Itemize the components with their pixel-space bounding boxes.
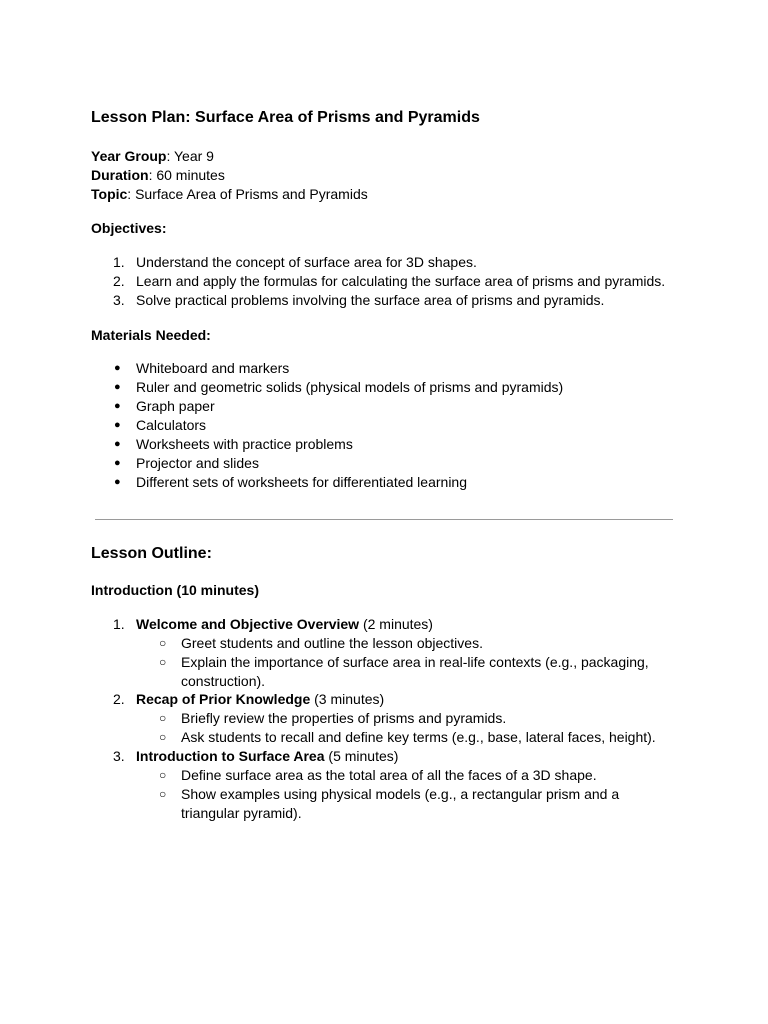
step-duration: (5 minutes) <box>324 748 399 764</box>
hollow-bullet-icon: ○ <box>159 711 167 725</box>
material-text: Whiteboard and markers <box>136 360 290 376</box>
duration-value: : 60 minutes <box>148 167 225 183</box>
duration-label: Duration <box>91 167 149 183</box>
material-text: Ruler and geometric solids (physical models of prisms and pyramids) <box>136 379 564 395</box>
step-duration: (3 minutes) <box>310 691 385 707</box>
outline-step <box>91 747 691 766</box>
bullet-icon: ● <box>114 362 121 374</box>
meta-duration <box>91 166 225 185</box>
step-name: Welcome and Objective Overview <box>136 616 360 632</box>
topic-label: Topic <box>91 186 128 202</box>
hollow-bullet-icon: ○ <box>159 768 167 782</box>
outline-heading: Lesson Outline: <box>91 545 212 562</box>
sub-item-text: Greet students and outline the lesson objectives. <box>181 635 483 651</box>
sub-item-text: Show examples using physical models (e.g., a rectangular prism and a triangular pyramid). <box>181 786 620 821</box>
step-duration: (2 minutes) <box>359 616 433 632</box>
bullet-icon: ● <box>114 476 121 488</box>
sub-item-text: Explain the importance of surface area in real-life contexts (e.g., packaging, construction). <box>181 654 649 689</box>
step-sub-item <box>91 653 691 691</box>
intro-heading: Introduction (10 minutes) <box>91 582 259 598</box>
bullet-icon: ● <box>114 438 121 450</box>
meta-year-group <box>91 147 214 166</box>
outline-step <box>91 690 691 709</box>
objective-text: Solve practical problems involving the surface area of prisms and pyramids. <box>136 292 605 308</box>
step-number: 2. <box>113 691 125 707</box>
materials-heading: Materials Needed: <box>91 327 211 343</box>
hollow-bullet-icon: ○ <box>159 636 167 650</box>
step-label <box>136 615 433 634</box>
year-group-label: Year Group <box>91 148 167 164</box>
document-title: Lesson Plan: Surface Area of Prisms and Pyramids <box>91 109 480 126</box>
objective-number: 3. <box>113 292 125 308</box>
step-number: 3. <box>113 748 125 764</box>
objective-text: Understand the concept of surface area for 3D shapes. <box>136 254 477 270</box>
step-name: Recap of Prior Knowledge <box>136 691 311 707</box>
bullet-icon: ● <box>114 400 121 412</box>
step-label <box>136 747 398 766</box>
objectives-heading: Objectives: <box>91 220 167 236</box>
objective-text: Learn and apply the formulas for calculating the surface area of prisms and pyramids. <box>136 273 666 289</box>
step-sub-item <box>91 728 691 747</box>
material-text: Different sets of worksheets for differentiated learning <box>136 474 467 490</box>
horizontal-rule <box>95 519 673 520</box>
sub-item-text: Define surface area as the total area of all the faces of a 3D shape. <box>181 767 597 783</box>
step-sub-item <box>91 634 691 653</box>
material-text: Projector and slides <box>136 455 259 471</box>
sub-item-text: Briefly review the properties of prisms and pyramids. <box>181 710 507 726</box>
hollow-bullet-icon: ○ <box>159 787 167 801</box>
year-group-value: : Year 9 <box>166 148 214 164</box>
hollow-bullet-icon: ○ <box>159 730 167 744</box>
topic-value: : Surface Area of Prisms and Pyramids <box>127 186 368 202</box>
bullet-icon: ● <box>114 457 121 469</box>
step-sub-item <box>91 785 691 823</box>
sub-item-text: Ask students to recall and define key terms (e.g., base, lateral faces, height). <box>181 729 656 745</box>
step-name: Introduction to Surface Area <box>136 748 325 764</box>
meta-topic <box>91 185 368 204</box>
material-text: Calculators <box>136 417 207 433</box>
material-text: Graph paper <box>136 398 215 414</box>
objective-number: 1. <box>113 254 125 270</box>
step-sub-item <box>91 709 691 728</box>
bullet-icon: ● <box>114 419 121 431</box>
objective-number: 2. <box>113 273 125 289</box>
hollow-bullet-icon: ○ <box>159 655 167 669</box>
step-label <box>136 690 384 709</box>
outline-step <box>91 615 691 634</box>
step-number: 1. <box>113 616 125 632</box>
material-text: Worksheets with practice problems <box>136 436 353 452</box>
bullet-icon: ● <box>114 381 121 393</box>
step-sub-item <box>91 766 691 785</box>
